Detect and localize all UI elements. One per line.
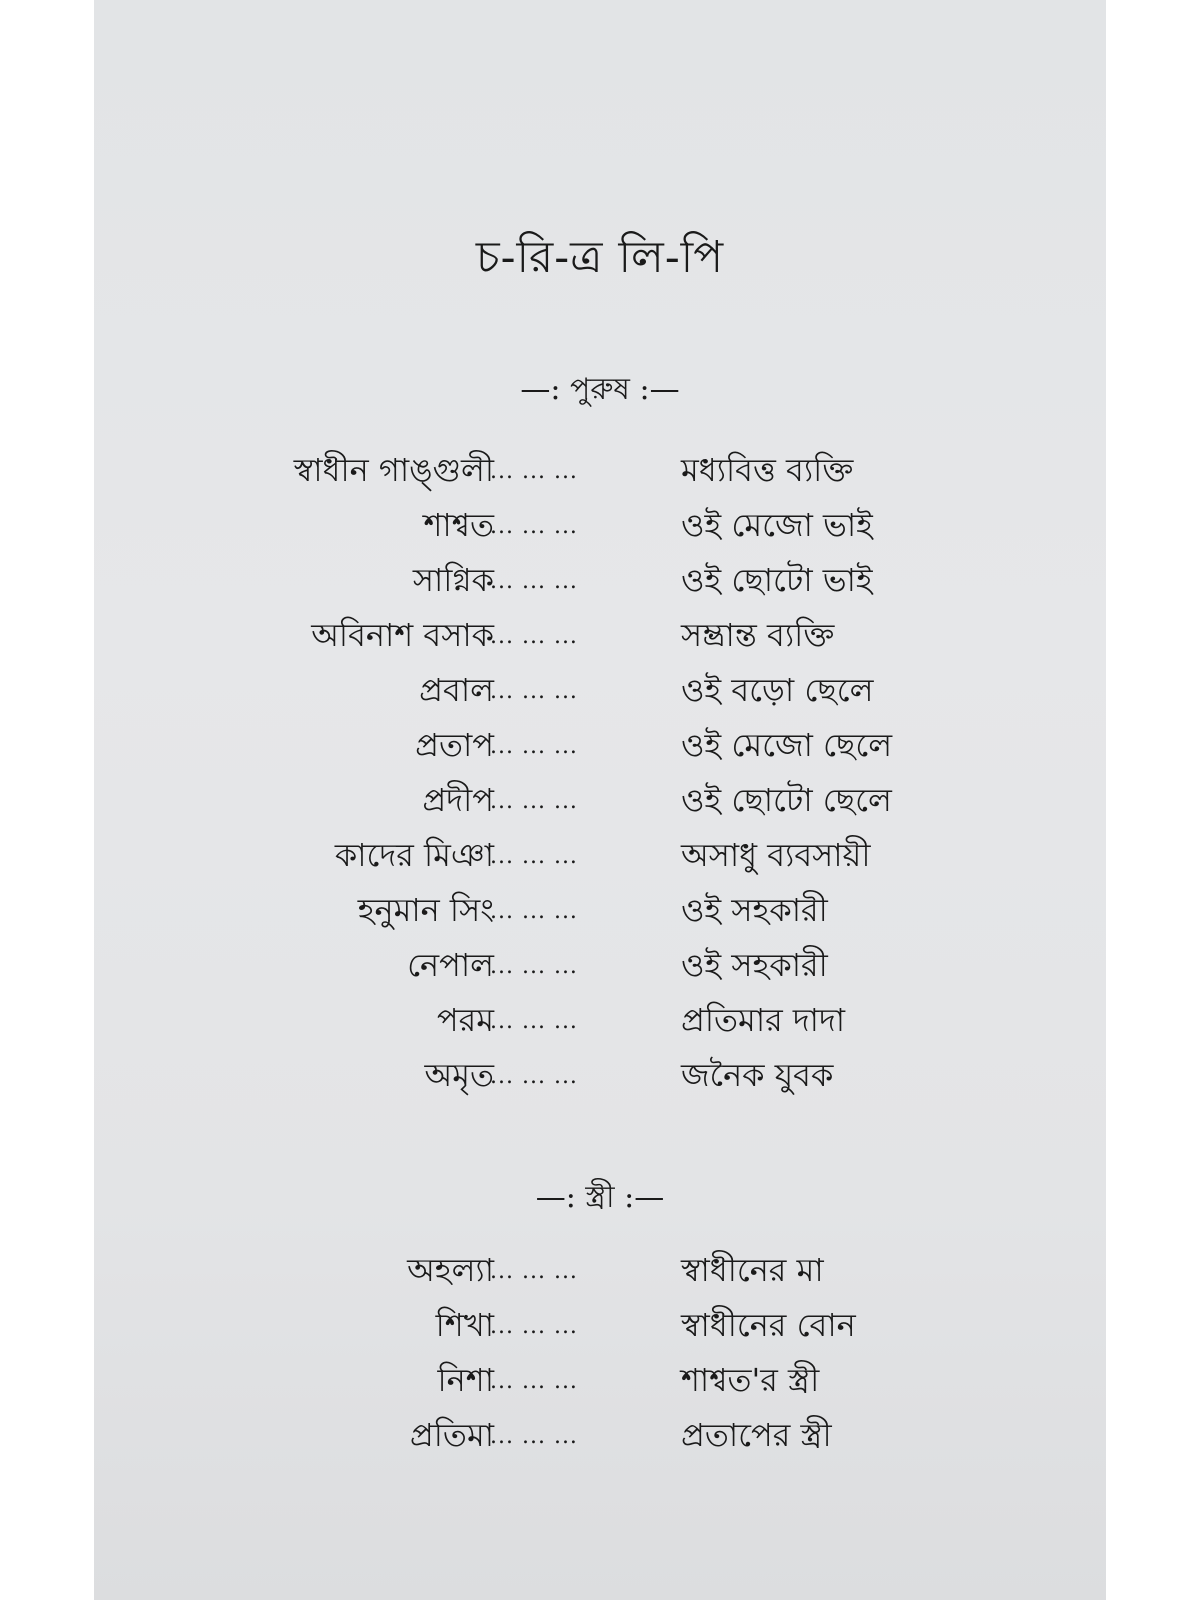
character-row: [94, 885, 1106, 935]
character-name: কাদের মিঞা: [334, 836, 494, 874]
character-description: স্বাধীনের মা: [681, 1251, 824, 1289]
character-name: শাশ্বত: [423, 506, 494, 544]
character-name: শিখা: [435, 1306, 494, 1344]
character-row: [94, 665, 1106, 715]
character-row: [94, 1410, 1106, 1460]
dot-leader: ... ... ...: [490, 844, 578, 869]
character-description: জনৈক যুবক: [681, 1056, 834, 1094]
character-row: [94, 1050, 1106, 1100]
book-page: [94, 0, 1106, 1600]
page-title: চ-রি-ত্র লি-পি: [475, 232, 725, 283]
character-description: ওই ছোটো ভাই: [681, 561, 873, 599]
character-name: হনুমান সিং: [357, 891, 494, 929]
character-description: ওই সহকারী: [681, 891, 828, 929]
character-description: ওই ছোটো ছেলে: [681, 781, 892, 819]
dot-leader: ... ... ...: [490, 1064, 578, 1089]
character-name: প্রতিমা: [409, 1416, 494, 1454]
men-section-heading: —: পুরুষ :—: [520, 372, 680, 407]
character-row: [94, 555, 1106, 605]
character-row: [94, 1245, 1106, 1295]
character-row: [94, 500, 1106, 550]
character-name: অমৃত: [424, 1056, 494, 1094]
character-description: শাশ্বত'র স্ত্রী: [681, 1361, 820, 1399]
character-description: ওই মেজো ভাই: [681, 506, 873, 544]
dot-leader: ... ... ...: [490, 789, 578, 814]
character-name: স্বাধীন গাঙ্গুলী: [293, 451, 494, 489]
dot-leader: ... ... ...: [490, 459, 578, 484]
character-row: [94, 775, 1106, 825]
dot-leader: ... ... ...: [490, 679, 578, 704]
dot-leader: ... ... ...: [490, 1314, 578, 1339]
character-name: প্রদীপ: [422, 781, 494, 819]
character-name: প্রবাল: [419, 671, 494, 709]
character-description: ওই মেজো ছেলে: [681, 726, 893, 764]
dot-leader: ... ... ...: [490, 954, 578, 979]
dot-leader: ... ... ...: [490, 1009, 578, 1034]
character-description: অসাধু ব্যবসায়ী: [681, 836, 871, 874]
dot-leader: ... ... ...: [490, 899, 578, 924]
character-description: ওই বড়ো ছেলে: [681, 671, 874, 709]
character-name: নেপাল: [407, 946, 494, 984]
character-row: [94, 1300, 1106, 1350]
dot-leader: ... ... ...: [490, 1424, 578, 1449]
character-name: সাগ্নিক: [412, 561, 494, 599]
character-description: ওই সহকারী: [681, 946, 828, 984]
character-row: [94, 1355, 1106, 1405]
character-name: নিশা: [437, 1361, 494, 1399]
character-name: প্রতাপ: [415, 726, 494, 764]
women-section-heading: —: স্ত্রী :—: [535, 1180, 665, 1215]
character-row: [94, 445, 1106, 495]
character-description: মধ্যবিত্ত ব্যক্তি: [681, 451, 854, 489]
dot-leader: ... ... ...: [490, 734, 578, 759]
character-description: প্রতাপের স্ত্রী: [681, 1416, 832, 1454]
dot-leader: ... ... ...: [490, 1259, 578, 1284]
character-row: [94, 830, 1106, 880]
dot-leader: ... ... ...: [490, 624, 578, 649]
character-row: [94, 610, 1106, 660]
character-row: [94, 940, 1106, 990]
character-name: অহল্যা: [407, 1251, 494, 1289]
character-description: স্বাধীনের বোন: [681, 1306, 856, 1344]
character-description: সম্ভ্রান্ত ব্যক্তি: [681, 616, 835, 654]
dot-leader: ... ... ...: [490, 1369, 578, 1394]
character-row: [94, 720, 1106, 770]
dot-leader: ... ... ...: [490, 569, 578, 594]
character-description: প্রতিমার দাদা: [681, 1001, 846, 1039]
character-name: অবিনাশ বসাক: [311, 616, 494, 654]
character-row: [94, 995, 1106, 1045]
dot-leader: ... ... ...: [490, 514, 578, 539]
character-name: পরম: [436, 1001, 494, 1039]
